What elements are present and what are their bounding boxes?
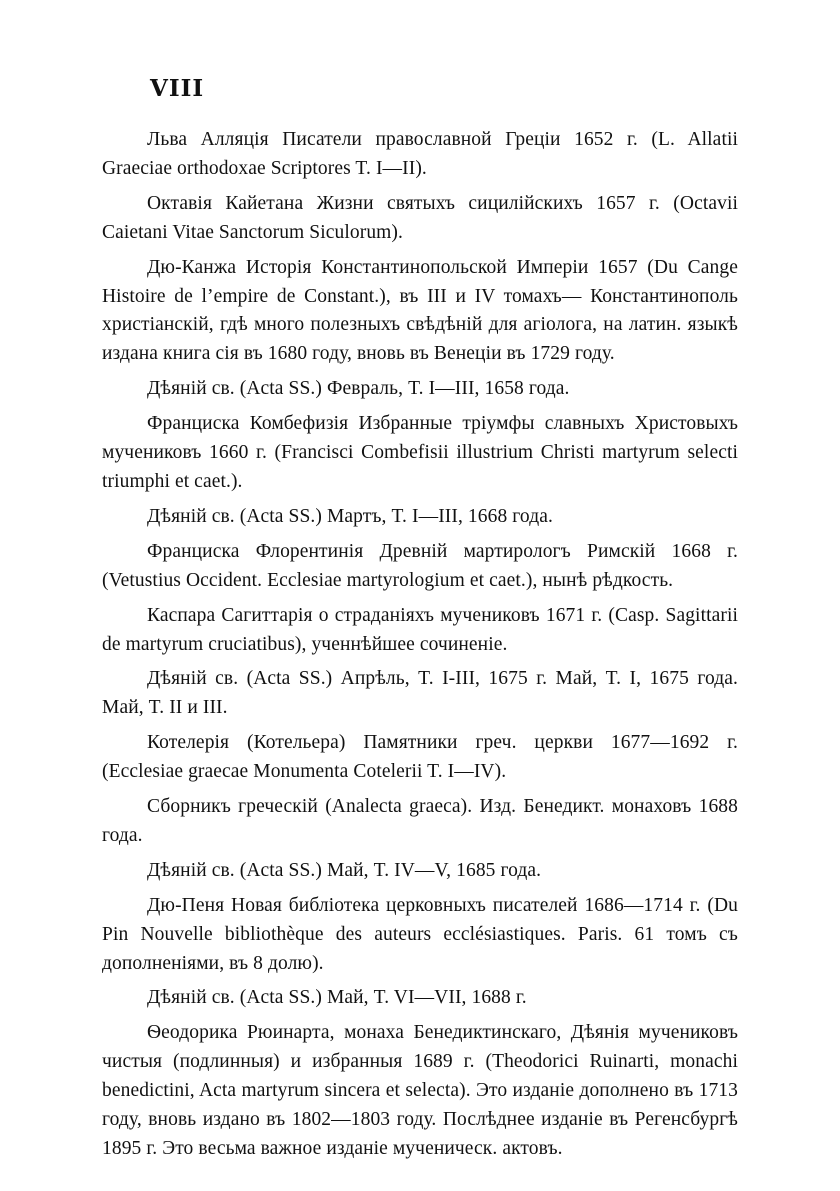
book-page [102, 72, 738, 1170]
bibliography-entry: Дѣяній св. (Acta SS.) Мартъ, T. I—III, 1668 года. [147, 505, 553, 527]
bibliography-entry: Дю-Пеня Новая библіотека церковныхъ писателей 1686—1714 г. (Du Pin Nouvelle bibliothèque des auteurs ecclésiastiques. Paris. 61 томъ съ дополненіями, въ 8 долю). [102, 894, 738, 974]
bibliography-entry: Льва Алляція Писатели православной Греціи 1652 г. (L. Allatii Graeciae orthodoxae Scriptores T. I—II). [102, 129, 738, 179]
bibliography-entry: Дѣяній св. (Acta SS.) Май, T. VI—VII, 1688 г. [147, 987, 527, 1009]
bibliography-entry: Октавія Кайетана Жизни святыхъ сицилійскихъ 1657 г. (Octavii Caietani Vitae Sanctorum Siculorum). [102, 192, 738, 243]
bibliography-entry: Дѣяній св. (Acta SS.) Апрѣль, T. I-III, 1675 г. Май, T. I, 1675 года. Май, T. II и III. [102, 668, 738, 719]
bibliography-list [102, 126, 738, 1164]
bibliography-entry: Ѳеодорика Рюинарта, монаха Бенедиктинскаго, Дѣянія мучениковъ чистыя (подлинныя) и избранныя 1689 г. (Theodorici Ruinarti, monachi benedictini, Acta martyrum sincera et selecta). Это изданіе дополнено въ 1713 году, вновь издано въ 1802—1803 году. Послѣднее изданіе въ Регенсбургѣ 1895 г. Это весьма важное изданіе мученическ. актовъ. [102, 1022, 738, 1159]
bibliography-entry: Сборникъ греческій (Analecta graeca). Изд. Бенедикт. монаховъ 1688 года. [102, 796, 738, 846]
bibliography-entry: Франциска Комбефизія Избранные тріумфы славныхъ Христовыхъ мучениковъ 1660 г. (Francisci Combefisii illustrium Christi martyrum selecti triumphi et caet.). [102, 413, 738, 492]
bibliography-entry: Франциска Флорентинія Древній мартирологъ Римскій 1668 г. (Vetustius Occident. Ecclesiae martyrologium et caet.), нынѣ рѣдкость. [102, 540, 738, 591]
bibliography-entry: Каспара Сагиттарія о страданіяхъ мучениковъ 1671 г. (Casp. Sagittarii de martyrum cruciatibus), ученнѣйшее сочиненіе. [102, 604, 738, 655]
bibliography-entry: Дѣяній св. (Acta SS.) Май, T. IV—V, 1685 года. [147, 859, 542, 881]
bibliography-entry: Дѣяній св. (Acta SS.) Февраль, T. I—III, 1658 года. [147, 378, 570, 400]
bibliography-entry: Котелерія (Котельера) Памятники греч. церкви 1677—1692 г. (Ecclesiae graecae Monumenta Cotelerii T. I—IV). [102, 732, 738, 783]
bibliography-entry: Дю-Канжа Исторія Константинопольской Имперіи 1657 (Du Cange Histoire de l’empire de Constant.), въ III и IV томахъ— Константинополь христіанскій, гдѣ много полезныхъ свѣдѣній для агіолога, на латин. языкѣ издана книга сія въ 1680 году, вновь въ Венеціи въ 1729 году. [102, 256, 738, 365]
page-number: VIII [150, 75, 205, 102]
